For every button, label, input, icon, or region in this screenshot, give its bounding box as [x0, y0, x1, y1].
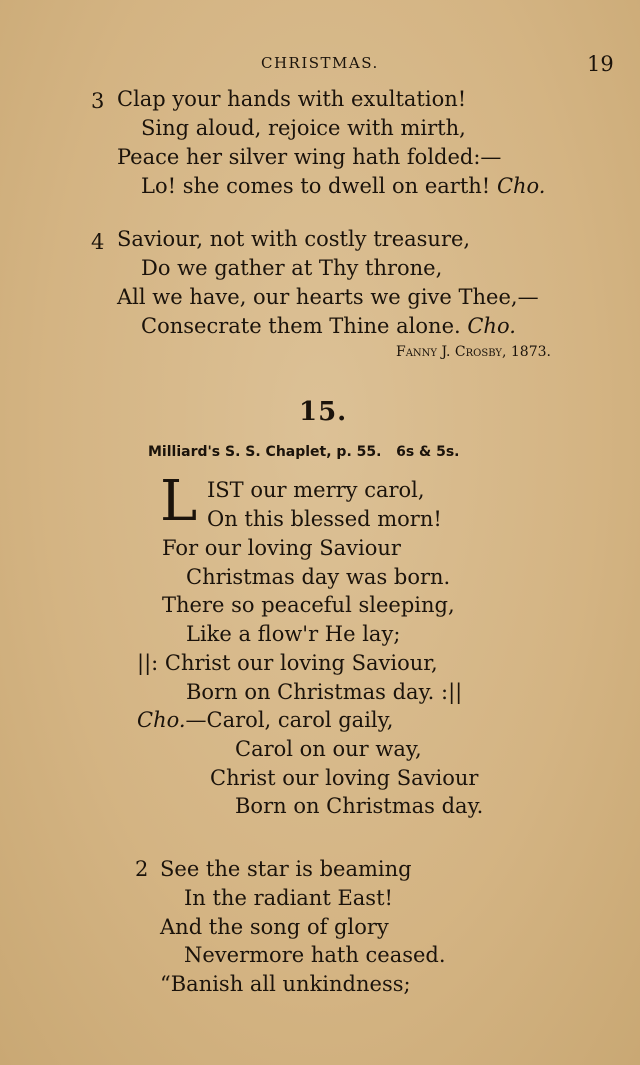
- page-number: 19: [587, 52, 614, 76]
- chorus-line: Christ our loving Saviour: [210, 766, 479, 790]
- verse-line: “Banish all unkindness;: [160, 972, 411, 996]
- verse-line: Consecrate them Thine alone. Cho.: [141, 314, 516, 338]
- stanza-number: 3: [91, 89, 105, 113]
- running-title: CHRISTMAS.: [261, 54, 379, 72]
- tune-source: Milliard's S. S. Chaplet, p. 55. 6s & 5s.: [148, 444, 460, 460]
- verse-line: ||: Christ our loving Saviour,: [137, 651, 438, 675]
- hymn-number: 15.: [299, 397, 348, 427]
- verse-line: Nevermore hath ceased.: [184, 943, 446, 967]
- drop-cap: L: [160, 469, 198, 534]
- chorus-label: Cho.: [137, 708, 186, 732]
- verse-line: See the star is beaming: [160, 857, 412, 881]
- chorus-line: Born on Christmas day.: [235, 794, 484, 818]
- chorus-line: Carol on our way,: [235, 737, 422, 761]
- verse-line: For our loving Saviour: [162, 536, 401, 560]
- verse-line: Like a flow'r He lay;: [186, 622, 401, 646]
- verse-line: Clap your hands with exultation!: [117, 87, 467, 111]
- verse-line: All we have, our hearts we give Thee,—: [117, 285, 539, 309]
- verse-line: Christmas day was born.: [186, 565, 451, 589]
- chorus-line: Cho.—Carol, carol gaily,: [137, 708, 394, 732]
- stanza-number: 2: [135, 857, 149, 881]
- verse-line: On this blessed morn!: [207, 507, 442, 531]
- verse-line: Do we gather at Thy throne,: [141, 256, 443, 280]
- verse-line: Sing aloud, rejoice with mirth,: [141, 116, 466, 140]
- verse-line: Born on Christmas day. :||: [186, 680, 463, 704]
- verse-line: There so peaceful sleeping,: [162, 593, 455, 617]
- chorus-mark: Cho.: [496, 174, 546, 198]
- stanza-number: 4: [91, 230, 105, 254]
- verse-line: IST our merry carol,: [207, 478, 425, 502]
- verse-line: In the radiant East!: [184, 886, 393, 910]
- chorus-mark: Cho.: [467, 314, 516, 338]
- verse-line: Peace her silver wing hath folded:—: [117, 145, 502, 169]
- verse-line: Saviour, not with costly treasure,: [117, 227, 471, 251]
- verse-line: And the song of glory: [160, 915, 389, 939]
- author-attribution: Fanny J. Crosby, 1873.: [396, 344, 551, 360]
- verse-line: Lo! she comes to dwell on earth! Cho.: [141, 174, 546, 198]
